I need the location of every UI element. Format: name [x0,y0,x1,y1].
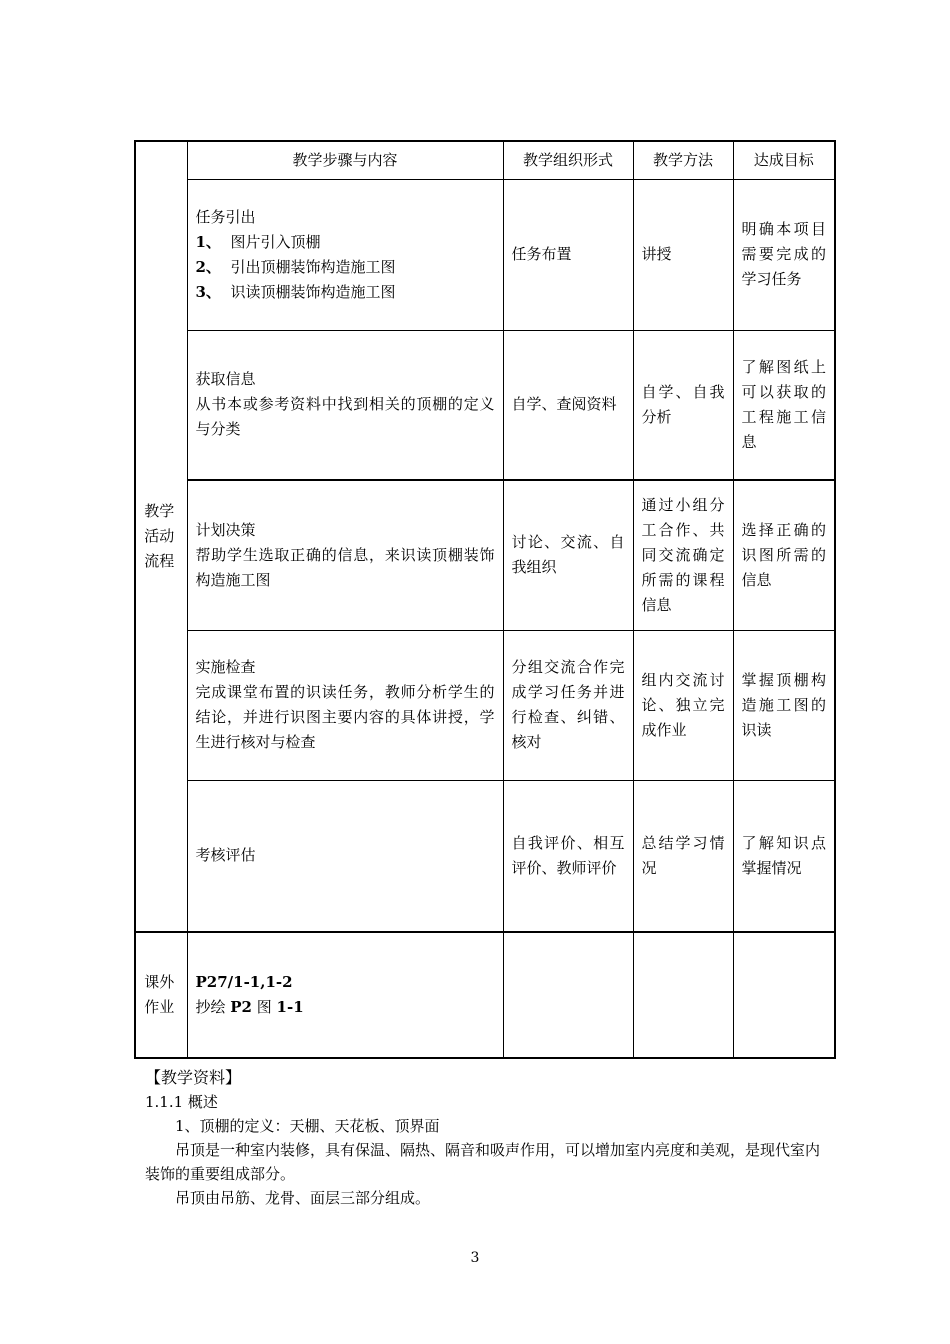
materials-paragraph: 吊顶是一种室内装修，具有保温、隔热、隔音和吸声作用，可以增加室内亮度和美观，是现代室内装饰的重要组成部分。 [145,1141,821,1183]
content-title: 获取信息 [195,370,256,389]
homework-empty-cell [733,932,835,1058]
content-text: 帮助学生选取正确的信息，来识读顶棚装饰构造施工图 [195,545,495,589]
materials-title: 【教学资料】 [145,1068,242,1087]
content-title: 任务引出 [195,207,256,226]
homework-content-cell [187,932,503,1058]
table-row [135,330,835,480]
organization-cell: 分组交流合作完成学习任务并进行检查、纠错、核对 [503,630,633,780]
method-cell: 自学、自我分析 [633,330,733,480]
content-title: 考核评估 [195,846,256,865]
goal-cell: 了解图纸上可以获取的工程施工信息 [733,330,835,480]
goal-cell: 选择正确的识图所需的信息 [733,480,835,630]
header-row [135,141,835,179]
goal-cell: 明确本项目需要完成的学习任务 [733,179,835,330]
homework-line2: 抄绘 P2 图 1-1 [195,998,304,1016]
header-content: 教学步骤与内容 [187,141,503,179]
table-row [135,179,835,330]
section-label: 教学活动流程 [144,502,175,570]
content-title: 计划决策 [195,520,256,539]
lesson-plan-table [134,140,836,1059]
materials-paragraph: 吊顶由吊筋、龙骨、面层三部分组成。 [175,1189,431,1207]
content-item: 3、 识读顶棚装饰构造施工图 [195,282,396,301]
organization-cell: 自我评价、相互评价、教师评价 [503,780,633,932]
organization-cell: 自学、查阅资料 [503,330,633,480]
table-row [135,630,835,780]
organization-cell: 任务布置 [503,179,633,330]
homework-label: 课外作业 [144,973,175,1016]
method-cell: 组内交流讨论、独立完成作业 [633,630,733,780]
content-cell [187,780,503,932]
homework-label-cell [135,932,187,1058]
goal-cell: 掌握顶棚构造施工图的识读 [733,630,835,780]
header-goal: 达成目标 [733,141,835,179]
method-cell: 通过小组分工合作、共同交流确定所需的课程信息 [633,480,733,630]
header-organization: 教学组织形式 [503,141,633,179]
method-cell: 总结学习情况 [633,780,733,932]
header-method: 教学方法 [633,141,733,179]
section-label-cell [135,141,187,932]
content-text: 完成课堂布置的识读任务，教师分析学生的结论，并进行识图主要内容的具体讲授，学生进行核对与检查 [195,683,495,751]
content-cell [187,179,503,330]
method-cell: 讲授 [633,179,733,330]
goal-cell: 了解知识点掌握情况 [733,780,835,932]
page-number: 3 [470,1250,480,1266]
homework-empty-cell [633,932,733,1058]
content-item: 2、 引出顶棚装饰构造施工图 [195,257,396,276]
organization-cell: 讨论、交流、自我组织 [503,480,633,630]
teaching-materials [145,1066,825,1210]
table-row [135,480,835,630]
materials-paragraph: 1、顶棚的定义：天棚、天花板、顶界面 [175,1117,440,1135]
content-cell [187,630,503,780]
homework-line1: P27/1-1,1-2 [195,973,293,991]
homework-empty-cell [503,932,633,1058]
content-cell [187,330,503,480]
content-item: 1、 图片引入顶棚 [195,232,321,251]
content-cell [187,480,503,630]
homework-row [135,932,835,1058]
materials-section-heading: 1.1.1 概述 [145,1093,218,1111]
content-title: 实施检查 [195,658,256,676]
content-text: 从书本或参考资料中找到相关的顶棚的定义与分类 [195,395,495,439]
table-row [135,780,835,932]
